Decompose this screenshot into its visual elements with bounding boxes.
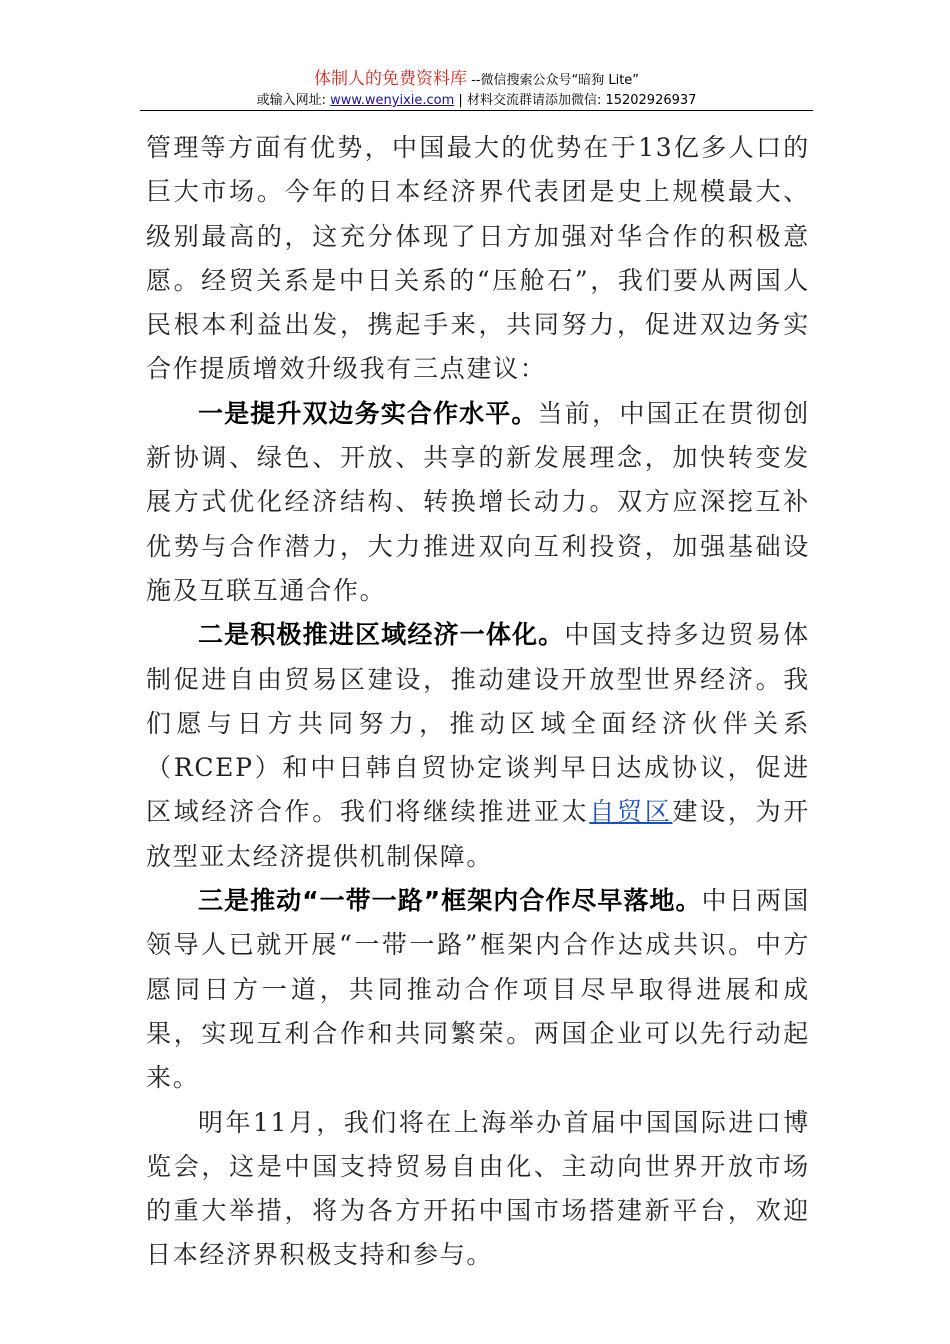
header-line-2 <box>140 92 813 110</box>
paragraph-1: 管理等方面有优势，中国最大的优势在于13亿多人口的巨大市场。今年的日本经济界代表团是史上规模最大、级别最高的，这充分体现了日方加强对华合作的积极意愿。经贸关系是中日关系的“压舱石”，我们要从两国人民根本利益出发，携起手来，共同努力，促进双边务实合作提质增效升级我有三点建议： <box>146 133 810 384</box>
paragraph-4-lead: 三是推动“一带一路”框架内合作尽早落地。 <box>198 886 702 916</box>
paragraph-3 <box>146 613 810 879</box>
header-url-prefix: 或输入网址: <box>256 93 331 108</box>
paragraph-4 <box>146 879 810 1100</box>
document-body <box>146 126 810 1278</box>
header-line-1 <box>140 68 813 92</box>
free-trade-zone-link[interactable]: 自贸区 <box>589 797 673 827</box>
header-brand: 体制人的免费资料库 <box>313 69 467 89</box>
paragraph-5: 明年11月，我们将在上海举办首届中国国际进口博览会，这是中国支持贸易自由化、主动向世界开放市场的重大举措，将为各方开拓中国市场搭建新平台，欢迎日本经济界积极支持和参与。 <box>146 1107 810 1270</box>
header-brand-suffix: --微信搜索公众号“暗狗 Lite” <box>466 73 640 88</box>
paragraph-4-text: 中日两国领导人已就开展“一带一路”框架内合作达成共识。中方愿同日方一道，共同推动合作项目尽早取得进展和成果，实现互利合作和共同繁荣。两国企业可以先行动起来。 <box>146 886 810 1093</box>
header-divider <box>140 110 813 111</box>
header-site-link[interactable]: www.wenyixie.com <box>330 93 455 108</box>
paragraph-3-text-a: 中国支持多边贸易体制促进自由贸易区建设，推动建设开放型世界经济。我们愿与日方共同努力，推动区域全面经济伙伴关系（RCEP）和中日韩自贸协定谈判早日达成协议，促进区域经济合作。我们将继续推进亚太 <box>146 620 810 827</box>
paragraph-2-lead: 一是提升双边务实合作水平。 <box>198 398 538 428</box>
header-contact: | 材料交流群请添加微信: 15202926937 <box>454 93 697 108</box>
page-header <box>140 68 813 110</box>
paragraph-3-lead: 二是积极推进区域经济一体化。 <box>198 620 565 650</box>
paragraph-3-text-b: 建设，为开放型亚太经济提供机制保障。 <box>146 797 810 871</box>
paragraph-2 <box>146 392 810 613</box>
paragraph-2-text: 当前，中国正在贯彻创新协调、绿色、开放、共享的新发展理念，加快转变发展方式优化经济结构、转换增长动力。双方应深挖互补优势与合作潜力，大力推进双向互利投资，加强基础设施及互联互通合作。 <box>146 398 810 605</box>
